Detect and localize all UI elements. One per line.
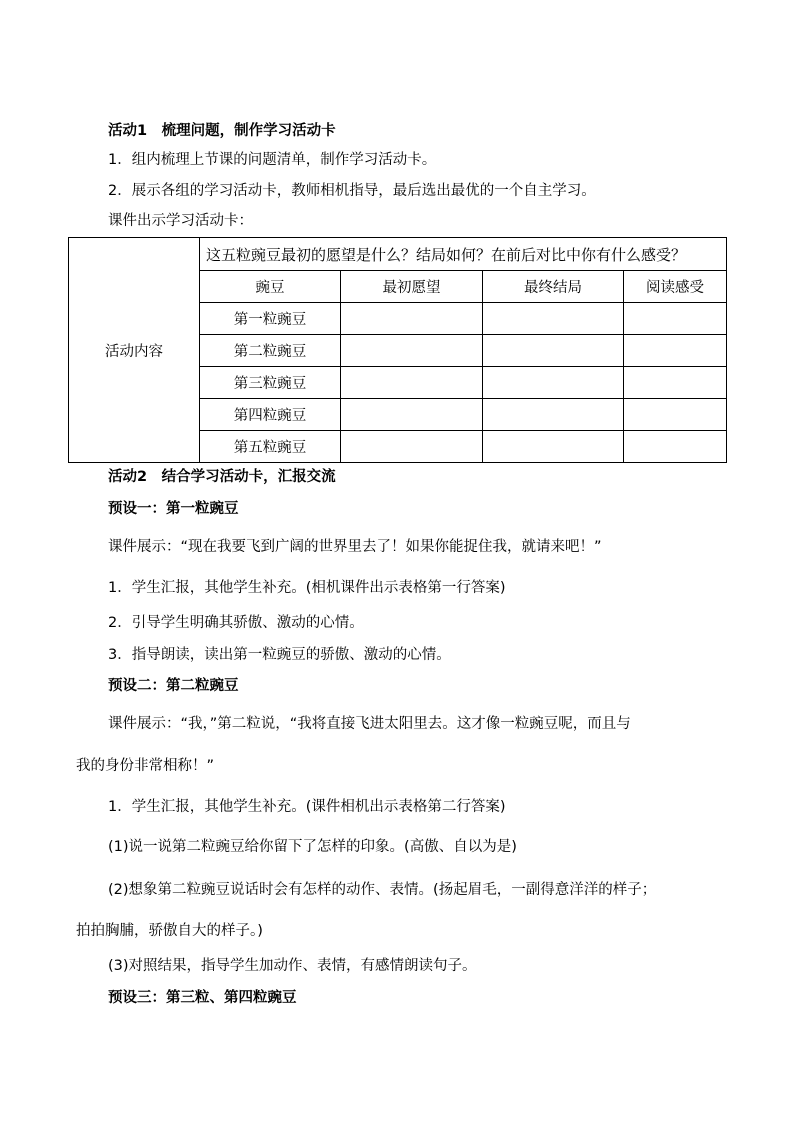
activity1-title: 活动1 梳理问题，制作学习活动卡	[108, 123, 336, 139]
activity-content-header: 活动内容	[69, 238, 200, 463]
empty-cell	[624, 367, 727, 399]
preset2-sub3: (3)对照结果，指导学生加动作、表情，有感情朗读句子。	[108, 958, 477, 974]
empty-cell	[483, 303, 624, 335]
card-question: 这五粒豌豆最初的愿望是什么？结局如何？在前后对比中你有什么感受？	[200, 238, 727, 271]
empty-cell	[341, 303, 483, 335]
preset2-step1: 1．学生汇报，其他学生补充。(课件相机出示表格第二行答案)	[108, 799, 506, 815]
preset2-title: 预设二：第二粒豌豆	[108, 678, 239, 694]
empty-cell	[483, 335, 624, 367]
preset2-sub1: (1)说一说第二粒豌豆给你留下了怎样的印象。(高傲、自以为是)	[108, 839, 517, 855]
preset1-courseware: 课件展示：“现在我要飞到广阔的世界里去了！如果你能捉住我，就请来吧！”	[108, 539, 602, 555]
preset1-step2: 2．引导学生明确其骄傲、激动的心情。	[108, 615, 364, 631]
table-row-label: 第一粒豌豆	[200, 303, 341, 335]
preset1-step3: 3．指导朗读，读出第一粒豌豆的骄傲、激动的心情。	[108, 647, 451, 663]
empty-cell	[483, 367, 624, 399]
preset2-sub2-line2: 拍拍胸脯，骄傲自大的样子。)	[76, 923, 263, 939]
empty-cell	[483, 399, 624, 431]
preset2-sub2-line1: (2)想象第二粒豌豆说话时会有怎样的动作、表情。(扬起眉毛，一副得意洋洋的样子；	[108, 882, 657, 898]
activity-card-table	[68, 237, 727, 463]
empty-cell	[624, 431, 727, 463]
preset2-courseware-line1: 课件展示：“我，”第二粒说，“我将直接飞进太阳里去。这才像一粒豌豆呢，而且与	[108, 716, 631, 732]
column-header: 阅读感受	[624, 271, 727, 303]
preset1-title: 预设一：第一粒豌豆	[108, 501, 239, 517]
activity2-title: 活动2 结合学习活动卡，汇报交流	[108, 469, 336, 485]
table-row-label: 第四粒豌豆	[200, 399, 341, 431]
empty-cell	[624, 335, 727, 367]
empty-cell	[341, 367, 483, 399]
table-row-label: 第五粒豌豆	[200, 431, 341, 463]
table-row-label: 第二粒豌豆	[200, 335, 341, 367]
empty-cell	[341, 335, 483, 367]
empty-cell	[341, 399, 483, 431]
activity1-step2: 2．展示各组的学习活动卡，教师相机指导，最后选出最优的一个自主学习。	[108, 183, 596, 199]
activity1-step1: 1．组内梳理上节课的问题清单，制作学习活动卡。	[108, 152, 437, 168]
preset1-step1: 1．学生汇报，其他学生补充。(相机课件出示表格第一行答案)	[108, 580, 506, 596]
empty-cell	[483, 431, 624, 463]
empty-cell	[624, 303, 727, 335]
preset2-courseware-line2: 我的身份非常相称！”	[76, 758, 215, 774]
column-header: 豌豆	[200, 271, 341, 303]
courseware-label: 课件出示学习活动卡：	[108, 213, 253, 229]
column-header: 最终结局	[483, 271, 624, 303]
empty-cell	[624, 399, 727, 431]
column-header: 最初愿望	[341, 271, 483, 303]
preset3-title: 预设三：第三粒、第四粒豌豆	[108, 990, 297, 1006]
empty-cell	[341, 431, 483, 463]
table-row-label: 第三粒豌豆	[200, 367, 341, 399]
